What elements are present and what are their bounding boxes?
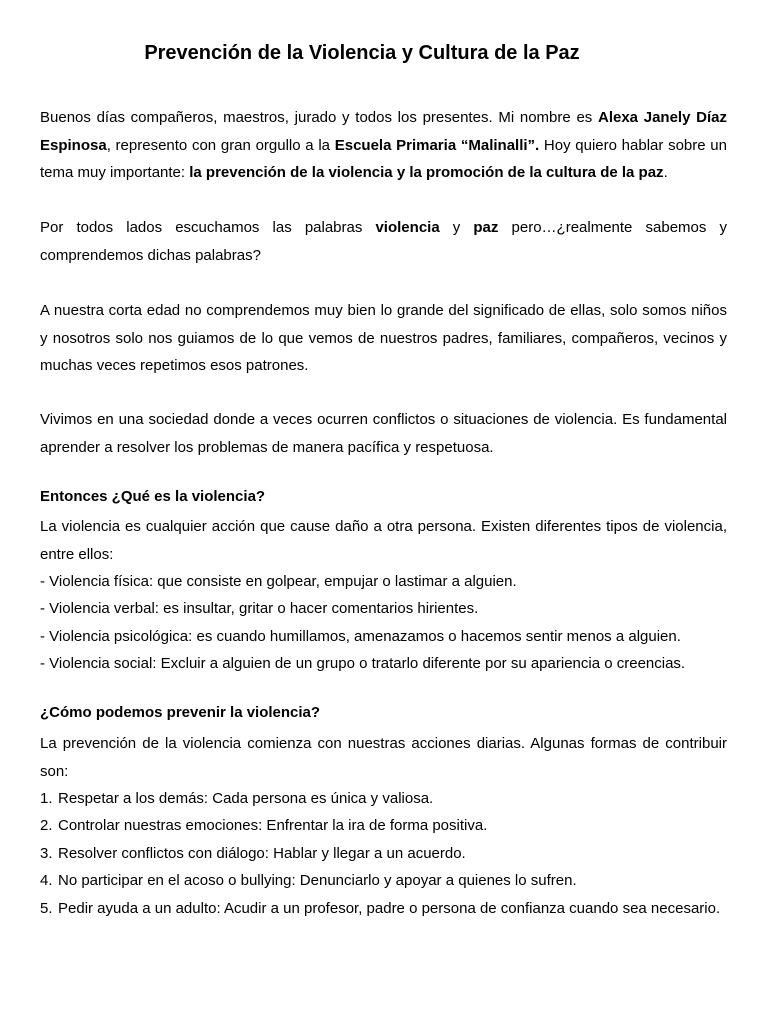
- intro-text-4: .: [663, 164, 668, 181]
- step-text: Respetar a los demás: Cada persona es única y valiosa.: [58, 790, 434, 807]
- word-violencia: violencia: [375, 219, 440, 236]
- violence-heading: Entonces ¿Qué es la violencia?: [40, 488, 266, 505]
- step-text: Controlar nuestras emociones: Enfrentar la ira de forma positiva.: [58, 817, 488, 834]
- intro-paragraph: [40, 104, 727, 187]
- word-paz: paz: [473, 219, 499, 236]
- step-text: No participar en el acoso o bullying: Denunciarlo y apoyar a quienes lo sufren.: [58, 872, 577, 889]
- school-name: Escuela Primaria “Malinalli”.: [334, 136, 540, 154]
- words-text-2: y: [439, 219, 474, 236]
- definition-paragraph: La violencia es cualquier acción que cause daño a otra persona. Existen diferentes tipos de violencia, entre ellos:: [40, 518, 727, 563]
- intro-text-3: Hoy quiero hablar sobre un tema muy importante:: [40, 136, 727, 181]
- step-number: 1.: [40, 790, 53, 807]
- age-paragraph: A nuestra corta edad no comprendemos muy bien lo grande del significado de ellas, solo somos niños y nosotros solo nos guiamos de lo que vemos de nuestros padres, familiares, compañeros, vecinos y muchas veces repetimos esos patrones.: [40, 302, 727, 374]
- society-paragraph: Vivimos en una sociedad donde a veces ocurren conflictos o situaciones de violencia. Es fundamental aprender a resolver los problemas de manera pacífica y respetuosa.: [40, 411, 727, 456]
- prevention-step: [40, 867, 727, 895]
- violence-type-item: - Violencia física: que consiste en golpear, empujar o lastimar a alguien.: [40, 573, 517, 590]
- violence-type-item: - Violencia psicológica: es cuando humillamos, amenazamos o hacemos sentir menos a alguien.: [40, 628, 681, 645]
- step-number: 2.: [40, 817, 53, 834]
- step-number: 4.: [40, 872, 53, 889]
- step-number: 3.: [40, 845, 53, 862]
- speaker-name: Alexa Janely Díaz Espinosa: [40, 109, 727, 154]
- prevention-step: [40, 840, 727, 868]
- prevention-step: [40, 785, 727, 813]
- violence-type-item: - Violencia social: Excluir a alguien de un grupo o tratarlo diferente por su apariencia o creencias.: [40, 655, 686, 672]
- step-text: Pedir ayuda a un adulto: Acudir a un profesor, padre o persona de confianza cuando sea necesario.: [58, 900, 721, 917]
- prevention-paragraph: La prevención de la violencia comienza con nuestras acciones diarias. Algunas formas de contribuir son:: [40, 735, 727, 780]
- prevention-step: [40, 895, 727, 923]
- words-text-1: Por todos lados escuchamos las palabras: [40, 219, 376, 236]
- step-number: 5.: [40, 900, 53, 917]
- words-text-3: pero…¿realmente sabemos y comprendemos dichas palabras?: [40, 219, 727, 264]
- words-paragraph: [40, 214, 727, 269]
- document-title: Prevención de la Violencia y Cultura de la Paz: [144, 42, 580, 64]
- prevention-heading: ¿Cómo podemos prevenir la violencia?: [40, 704, 321, 721]
- intro-text-1: Buenos días compañeros, maestros, jurado y todos los presentes. Mi nombre es: [40, 109, 598, 126]
- speech-topic: la prevención de la violencia y la promoción de la cultura de la paz: [189, 164, 664, 181]
- violence-type-item: - Violencia verbal: es insultar, gritar o hacer comentarios hirientes.: [40, 600, 479, 617]
- step-text: Resolver conflictos con diálogo: Hablar y llegar a un acuerdo.: [58, 845, 466, 862]
- prevention-step: [40, 812, 727, 840]
- intro-text-2: , represento con gran orgullo a la: [106, 136, 335, 154]
